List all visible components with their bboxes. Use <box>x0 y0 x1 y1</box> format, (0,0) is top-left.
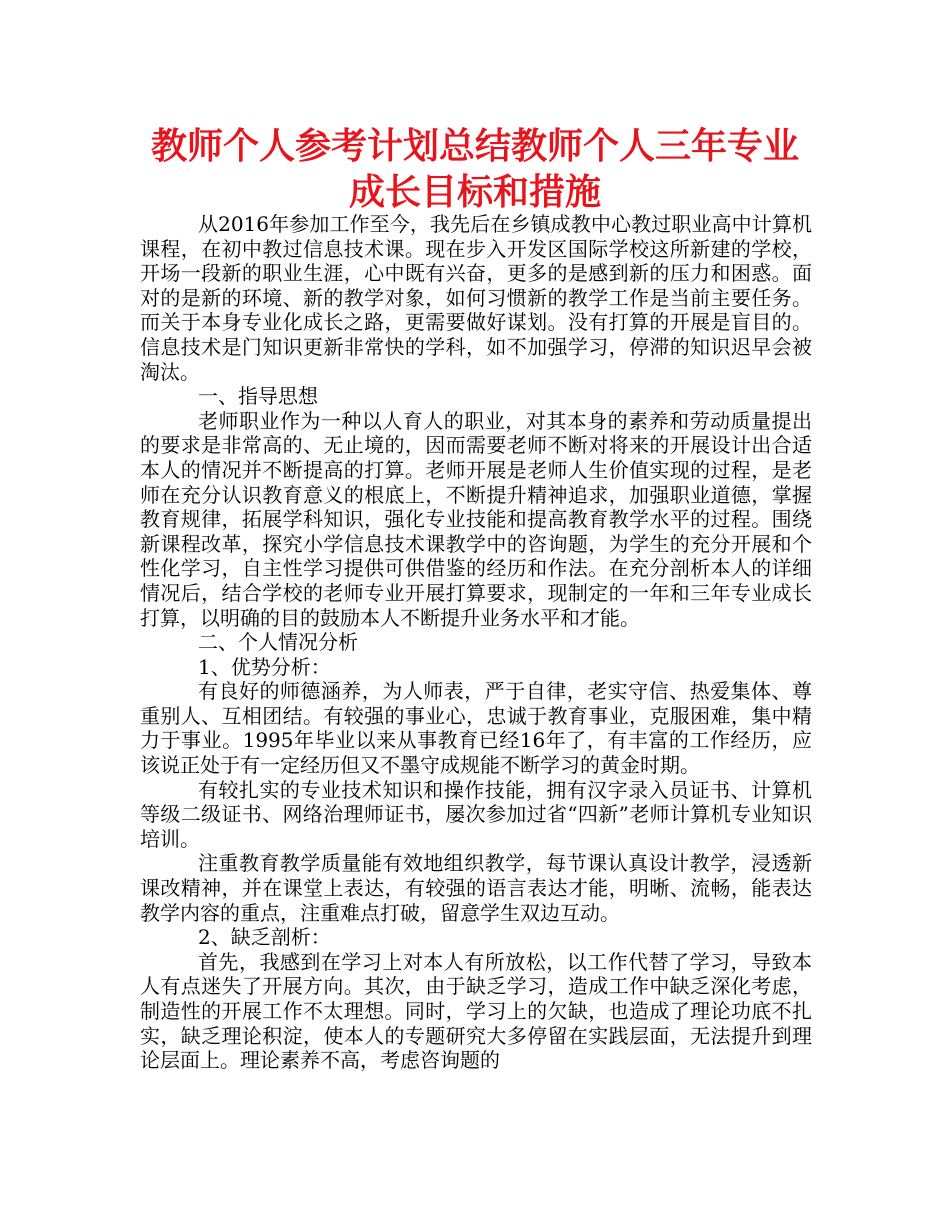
strengths-paragraph-2: 有较扎实的专业技术知识和操作技能，拥有汉字录入员证书、计算机等级二级证书、网络治理师证书，屡次参加过省“四新”老师计算机专业知识培训。 <box>140 777 812 851</box>
strengths-paragraph-3: 注重教育教学质量能有效地组织教学，每节课认真设计教学，浸透新课改精神，并在课堂上表达，有较强的语言表达才能，明晰、流畅，能表达教学内容的重点，注重难点打破，留意学生双边互动。 <box>140 851 812 925</box>
weaknesses-paragraph: 首先，我感到在学习上对本人有所放松，以工作代替了学习，导致本人有点迷失了开展方向。其次，由于缺乏学习，造成工作中缺乏深化考虑，制造性的开展工作不太理想。同时，学习上的欠缺，也造成了理论功底不扎实，缺乏理论积淀，使本人的专题研究大多停留在实践层面，无法提升到理论层面上。理论素养不高，考虑咨询题的 <box>140 949 812 1073</box>
section-heading-personal-analysis: 二、个人情况分析 <box>198 630 358 655</box>
document-body <box>140 212 812 1073</box>
document-title-line-1: 教师个人参考计划总结教师个人三年专业 <box>150 126 799 167</box>
subheading-weaknesses: 2、缺乏剖析： <box>198 925 331 950</box>
subheading-strengths: 1、优势分析： <box>198 654 331 679</box>
intro-paragraph: 从2016年参加工作至今，我先后在乡镇成教中心教过职业高中计算机课程，在初中教过信息技术课。现在步入开发区国际学校这所新建的学校，开场一段新的职业生涯，心中既有兴奋，更多的是感到新的压力和困惑。面对的是新的环境、新的教学对象，如何习惯新的教学工作是当前主要任务。而关于本身专业化成长之路，更需要做好谋划。没有打算的开展是盲目的。信息技术是门知识更新非常快的学科，如不加强学习，停滞的知识迟早会被淘汰。 <box>140 212 812 384</box>
guiding-thought-paragraph: 老师职业作为一种以人育人的职业，对其本身的素养和劳动质量提出的要求是非常高的、无止境的，因而需要老师不断对将来的开展设计出合适本人的情况并不断提高的打算。老师开展是老师人生价值实现的过程，是老师在充分认识教育意义的根底上，不断提升精神追求，加强职业道德，掌握教育规律，拓展学科知识，强化专业技能和提高教育教学水平的过程。围绕新课程改革，探究小学信息技术课教学中的咨询题，为学生的充分开展和个性化学习，自主性学习提供可供借鉴的经历和作法。在充分剖析本人的详细情况后，结合学校的老师专业开展打算要求，现制定的一年和三年专业成长打算，以明确的目的鼓励本人不断提升业务水平和才能。 <box>140 408 812 630</box>
section-heading-guiding-thought: 一、指导思想 <box>198 384 318 409</box>
strengths-paragraph-1: 有良好的师德涵养，为人师表，严于自律，老实守信、热爱集体、尊重别人、互相团结。有较强的事业心，忠诚于教育事业，克服困难，集中精力于事业。1995年毕业以来从事教育已经16年了，有丰富的工作经历，应该说正处于有一定经历但又不墨守成规能不断学习的黄金时期。 <box>140 679 812 778</box>
document-title-line-2: 成长目标和措施 <box>348 172 601 213</box>
